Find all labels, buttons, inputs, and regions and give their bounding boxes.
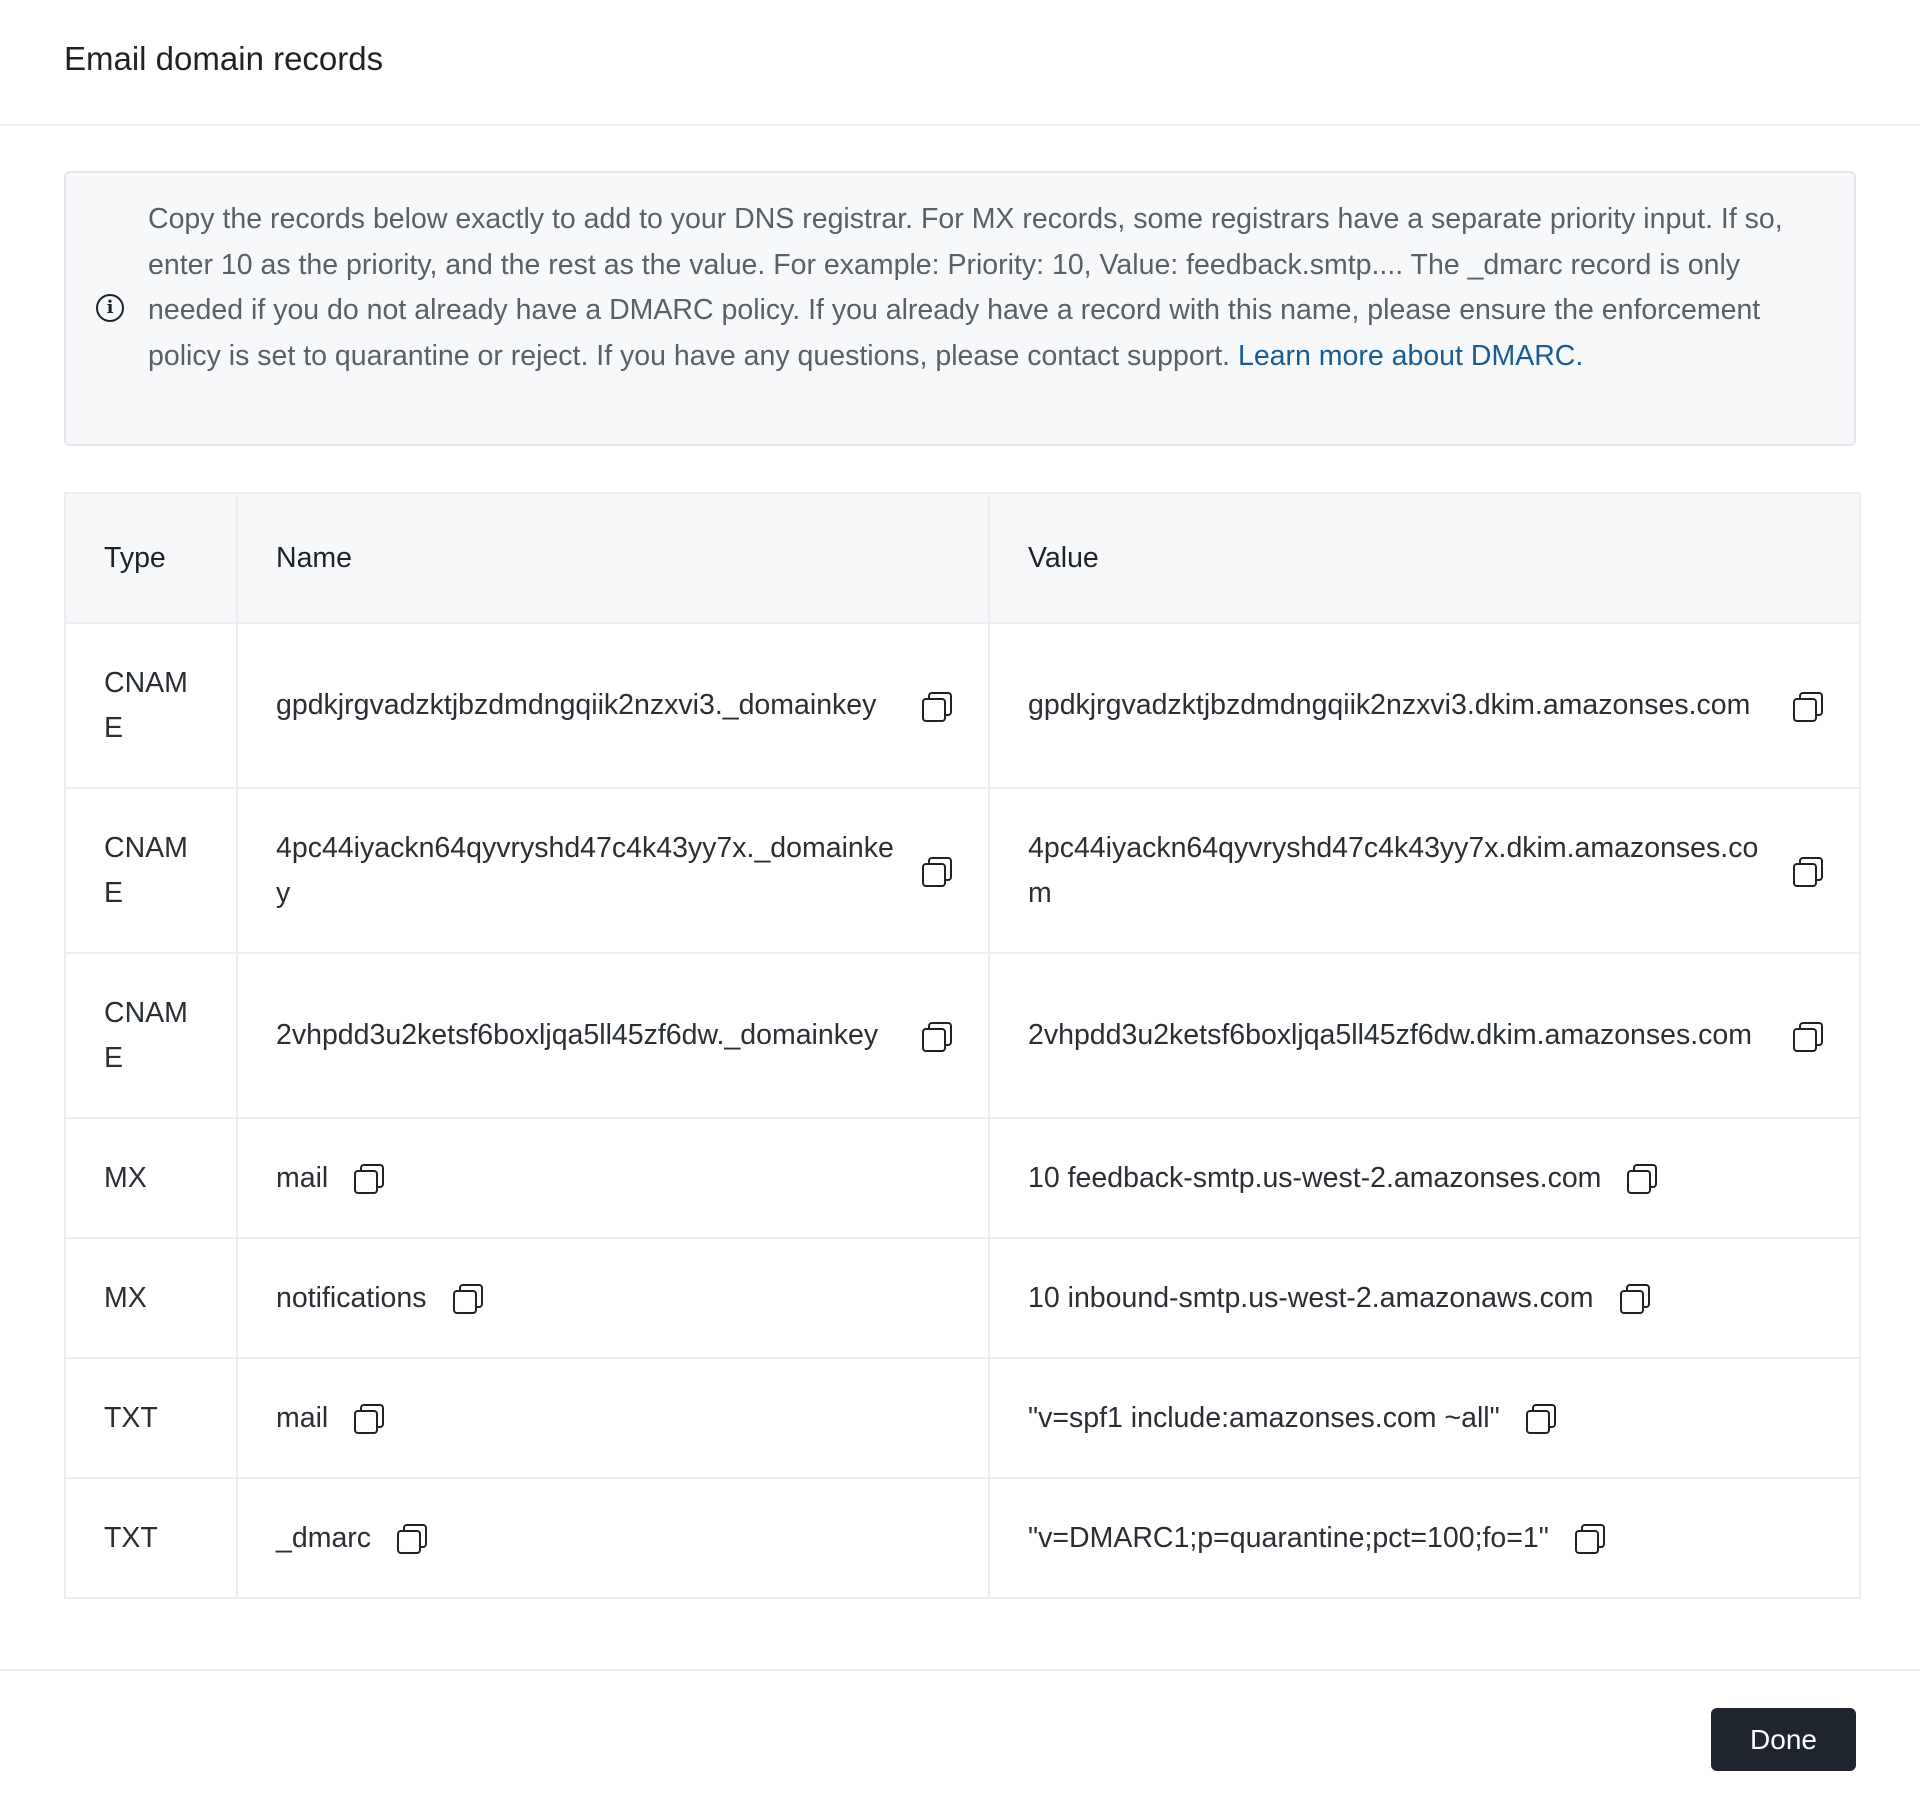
copy-value-icon[interactable] xyxy=(1793,1022,1821,1050)
value-cell xyxy=(989,1478,1860,1598)
value-cell xyxy=(989,1238,1860,1358)
info-banner xyxy=(64,171,1856,446)
record-type: MX xyxy=(104,1281,147,1314)
record-name: gpdkjrgvadzktjbzdmdngqiik2nzxvi3._domainkey xyxy=(276,689,877,721)
record-name: notifications xyxy=(276,1281,427,1314)
record-type: CNAME xyxy=(104,831,188,909)
copy-value-icon[interactable] xyxy=(1793,692,1821,720)
type-cell xyxy=(65,953,237,1118)
record-name: _dmarc xyxy=(276,1521,372,1554)
copy-name-icon[interactable] xyxy=(922,692,950,720)
copy-value-icon[interactable] xyxy=(1575,1524,1603,1552)
table-row xyxy=(65,623,1860,788)
record-type: CNAME xyxy=(104,666,188,744)
table-row xyxy=(65,953,1860,1118)
column-header-type: Type xyxy=(65,493,237,623)
copy-name-icon[interactable] xyxy=(397,1524,425,1552)
done-button[interactable]: Done xyxy=(1711,1708,1856,1771)
record-value: 4pc44iyackn64qyvryshd47c4k43yy7x.dkim.amazonses.com xyxy=(1028,831,1759,909)
copy-name-icon[interactable] xyxy=(354,1404,382,1432)
record-name: mail xyxy=(276,1401,329,1434)
type-cell xyxy=(65,788,237,953)
record-value: "v=spf1 include:amazonses.com ~all" xyxy=(1028,1401,1500,1434)
name-cell xyxy=(237,1478,989,1598)
copy-name-icon[interactable] xyxy=(922,1022,950,1050)
info-text xyxy=(148,197,1838,379)
value-cell xyxy=(989,1358,1860,1478)
table-row xyxy=(65,1478,1860,1598)
type-cell xyxy=(65,1118,237,1238)
copy-value-icon[interactable] xyxy=(1526,1404,1554,1432)
table-row xyxy=(65,788,1860,953)
name-cell xyxy=(237,623,989,788)
info-icon: i xyxy=(96,294,124,322)
value-cell xyxy=(989,788,1860,953)
record-value: 10 feedback-smtp.us-west-2.amazonses.com xyxy=(1028,1161,1602,1194)
record-type: MX xyxy=(104,1161,147,1194)
table-row xyxy=(65,1238,1860,1358)
type-cell xyxy=(65,1238,237,1358)
value-cell xyxy=(989,1118,1860,1238)
table-row xyxy=(65,1118,1860,1238)
name-cell xyxy=(237,788,989,953)
copy-value-icon[interactable] xyxy=(1793,857,1821,885)
copy-name-icon[interactable] xyxy=(453,1284,481,1312)
dns-records-table xyxy=(64,492,1861,1599)
value-cell xyxy=(989,623,1860,788)
column-header-name: Name xyxy=(237,493,989,623)
copy-name-icon[interactable] xyxy=(922,857,950,885)
type-cell xyxy=(65,1478,237,1598)
record-name: 2vhpdd3u2ketsf6boxljqa5ll45zf6dw._domainkey xyxy=(276,1019,879,1051)
name-cell xyxy=(237,1358,989,1478)
column-header-value: Value xyxy=(989,493,1860,623)
copy-name-icon[interactable] xyxy=(354,1164,382,1192)
dialog-title: Email domain records xyxy=(64,40,384,77)
type-cell xyxy=(65,623,237,788)
record-value: "v=DMARC1;p=quarantine;pct=100;fo=1" xyxy=(1028,1521,1549,1554)
header-divider xyxy=(0,124,1920,126)
record-value: gpdkjrgvadzktjbzdmdngqiik2nzxvi3.dkim.amazonses.com xyxy=(1028,689,1751,721)
copy-value-icon[interactable] xyxy=(1620,1284,1648,1312)
name-cell xyxy=(237,1238,989,1358)
table-row xyxy=(65,1358,1860,1478)
type-cell xyxy=(65,1358,237,1478)
record-value: 2vhpdd3u2ketsf6boxljqa5ll45zf6dw.dkim.amazonses.com xyxy=(1028,1019,1753,1051)
record-name: mail xyxy=(276,1161,329,1194)
name-cell xyxy=(237,953,989,1118)
record-value: 10 inbound-smtp.us-west-2.amazonaws.com xyxy=(1028,1281,1594,1314)
record-name: 4pc44iyackn64qyvryshd47c4k43yy7x._domainkey xyxy=(276,831,894,909)
table-header-row xyxy=(65,493,1860,623)
record-type: CNAME xyxy=(104,996,188,1074)
value-cell xyxy=(989,953,1860,1118)
record-type: TXT xyxy=(104,1521,158,1554)
info-message: Copy the records below exactly to add to your DNS registrar. For MX records, some registrars have a separate priority input. If so, enter 10 as the priority, and the rest as the value. For example: Priority: 10, Value: feedback.smtp.... The _dmarc record is only needed if you do not already have a DMARC policy. If you already have a record with this name, please ensure the enforcement policy is set to quarantine or reject. If you have any questions, please contact support. xyxy=(148,203,1783,372)
footer-divider xyxy=(0,1669,1920,1671)
record-type: TXT xyxy=(104,1401,158,1434)
copy-value-icon[interactable] xyxy=(1627,1164,1655,1192)
learn-more-dmarc-link[interactable]: Learn more about DMARC. xyxy=(1237,339,1584,372)
name-cell xyxy=(237,1118,989,1238)
